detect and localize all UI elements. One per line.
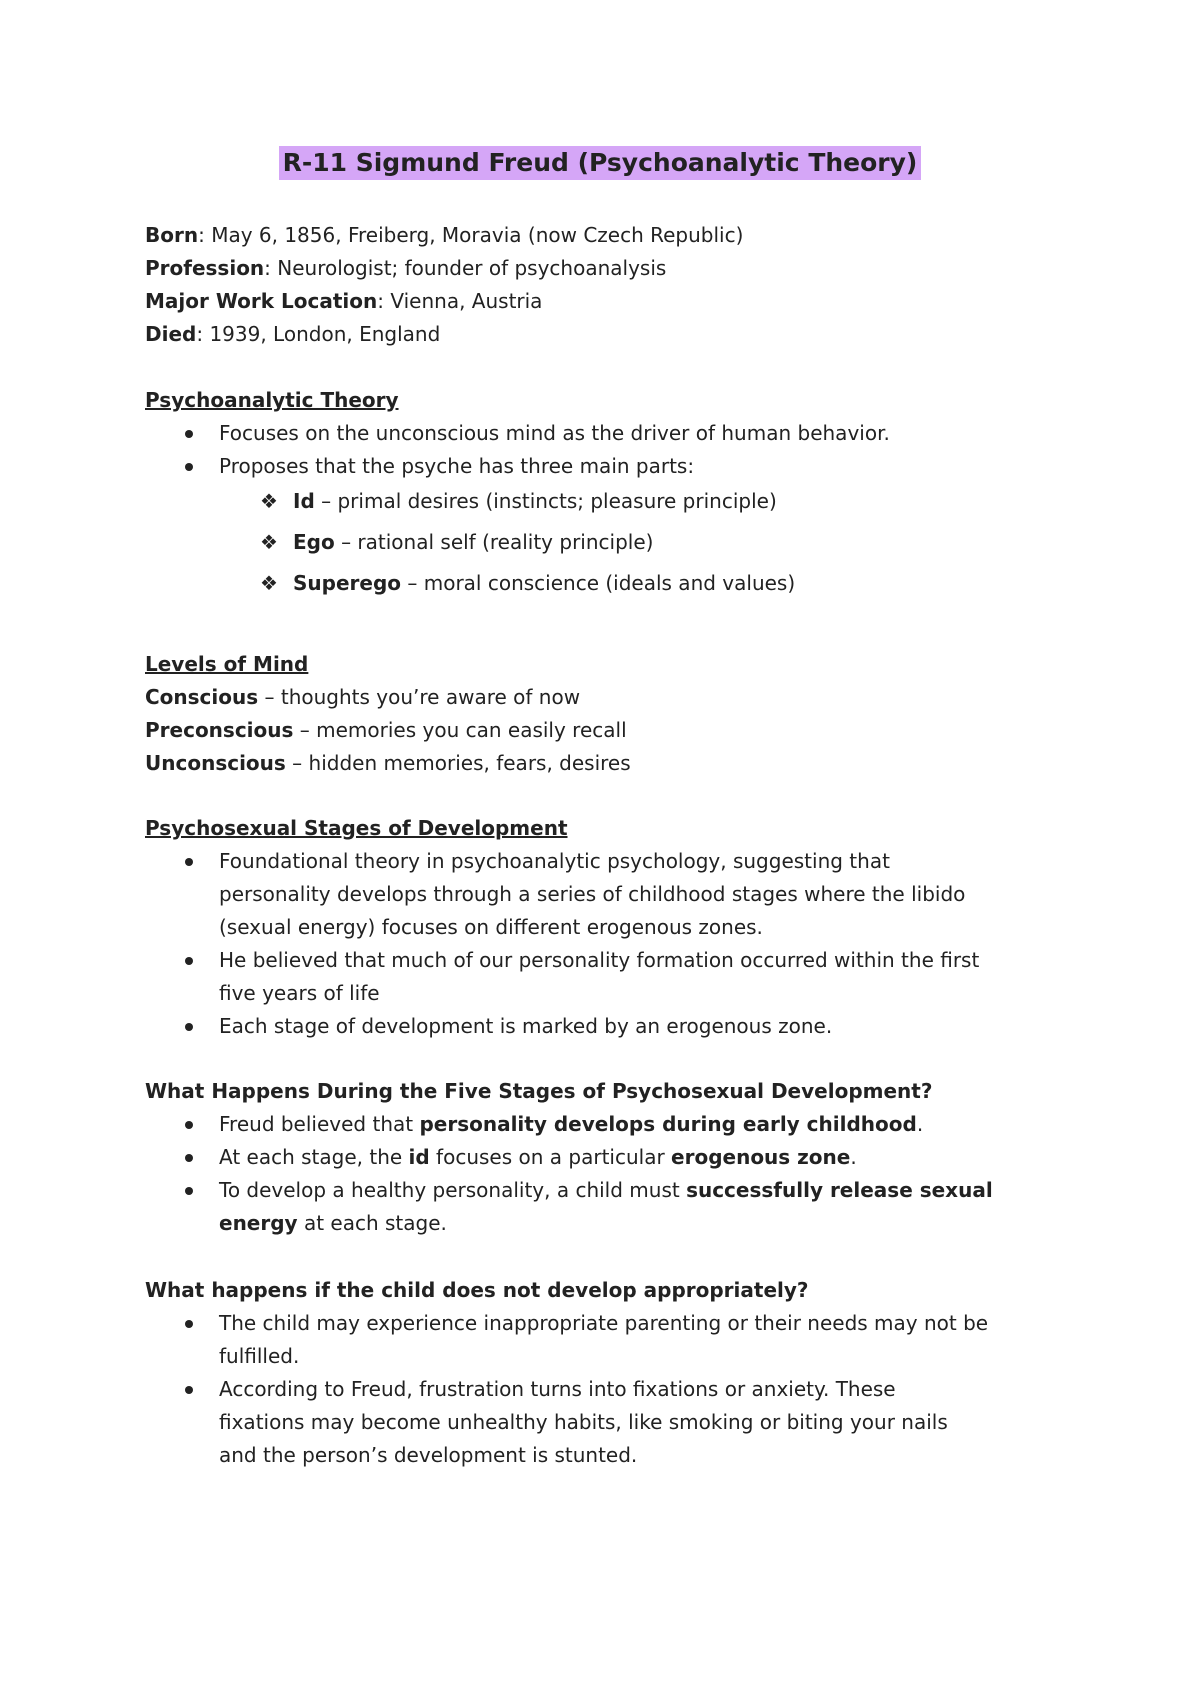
fact-label: Died [145, 322, 197, 346]
emphasis: erogenous zone [671, 1145, 851, 1169]
section-heading: Psychosexual Stages of Development [145, 816, 568, 840]
section-heading: Levels of Mind [145, 652, 309, 676]
emphasis: personality develops during early childhood [419, 1112, 917, 1136]
list-item [145, 1307, 1065, 1373]
fact-born [145, 219, 1065, 252]
fact-value: : Vienna, Austria [377, 289, 543, 313]
list-item: Proposes that the psyche has three main parts: [145, 450, 1065, 483]
text: Freud believed that [219, 1112, 420, 1136]
term: Superego [293, 571, 402, 595]
diamond-icon: ❖ [260, 571, 278, 595]
term: Preconscious [145, 718, 294, 742]
text: To develop a healthy personality, a child must [219, 1178, 687, 1202]
list-item [145, 845, 1065, 944]
text-line: According to Freud, frustration turns into fixations or anxiety. These [219, 1377, 896, 1401]
section-stages [145, 812, 1065, 1043]
diamond-icon: ❖ [260, 489, 278, 513]
bullet-list [145, 417, 1065, 483]
section-not-develop [145, 1274, 1065, 1472]
diamond-icon: ❖ [260, 530, 278, 554]
text-line: Each stage of development is marked by an erogenous zone. [219, 1014, 833, 1038]
section-heading: Psychoanalytic Theory [145, 388, 399, 412]
text-line: (sexual energy) focuses on different erogenous zones. [219, 915, 763, 939]
term: Id [293, 489, 315, 513]
term: Unconscious [145, 751, 286, 775]
fact-label: Born [145, 223, 199, 247]
list-item [145, 485, 1065, 518]
fact-died [145, 318, 1065, 351]
level-item [145, 714, 1065, 747]
section-psychoanalytic [145, 384, 1065, 608]
fact-value: : Neurologist; founder of psychoanalysis [264, 256, 667, 280]
fact-profession [145, 252, 1065, 285]
section-what-happens [145, 1075, 1065, 1240]
section-heading: What happens if the child does not develop appropriately? [145, 1278, 809, 1302]
title-container [0, 146, 1200, 180]
text-line: personality develops through a series of childhood stages where the libido [219, 882, 966, 906]
bullet-list [145, 845, 1065, 1043]
text: at each stage. [297, 1211, 447, 1235]
text: At each stage, the [219, 1145, 409, 1169]
fact-value: : May 6, 1856, Freiberg, Moravia (now Czech Republic) [198, 223, 744, 247]
text: . [850, 1145, 857, 1169]
fact-label: Profession [145, 256, 265, 280]
page-title: R-11 Sigmund Freud (Psychoanalytic Theory) [279, 146, 922, 180]
text-line: Foundational theory in psychoanalytic psychology, suggesting that [219, 849, 890, 873]
fact-location [145, 285, 1065, 318]
section-levels [145, 648, 1065, 780]
text-line: fixations may become unhealthy habits, like smoking or biting your nails [219, 1410, 948, 1434]
text: focuses on a particular [429, 1145, 672, 1169]
text-line [219, 1174, 1065, 1207]
text-line: The child may experience inappropriate parenting or their needs may not be [219, 1311, 989, 1335]
term-desc: – rational self (reality principle) [334, 530, 654, 554]
term-desc: – hidden memories, fears, desires [285, 751, 631, 775]
list-item [145, 1010, 1065, 1043]
term-desc: – moral conscience (ideals and values) [401, 571, 796, 595]
sub-list [145, 485, 1065, 600]
text-line [219, 1207, 1065, 1240]
level-item [145, 681, 1065, 714]
list-item [145, 1141, 1065, 1174]
bio-facts [145, 219, 1065, 351]
bullet-list [145, 1108, 1065, 1240]
section-heading: What Happens During the Five Stages of Psychosexual Development? [145, 1079, 933, 1103]
level-item [145, 747, 1065, 780]
term-desc: – primal desires (instincts; pleasure principle) [314, 489, 777, 513]
emphasis: id [408, 1145, 430, 1169]
term: Ego [293, 530, 335, 554]
term-desc: – thoughts you’re aware of now [258, 685, 581, 709]
list-item [145, 1373, 1065, 1472]
term: Conscious [145, 685, 259, 709]
list-item [145, 1108, 1065, 1141]
fact-value: : 1939, London, England [196, 322, 441, 346]
bullet-list [145, 1307, 1065, 1472]
list-item [145, 526, 1065, 559]
term-desc: – memories you can easily recall [293, 718, 627, 742]
list-item: Focuses on the unconscious mind as the driver of human behavior. [145, 417, 1065, 450]
emphasis: successfully release sexual [686, 1178, 993, 1202]
text-line: fulfilled. [219, 1344, 300, 1368]
list-item [145, 1174, 1065, 1240]
list-item [145, 567, 1065, 600]
emphasis: energy [219, 1211, 298, 1235]
list-item [145, 944, 1065, 1010]
text-line: and the person’s development is stunted. [219, 1443, 638, 1467]
fact-label: Major Work Location [145, 289, 378, 313]
text: . [916, 1112, 924, 1136]
text-line: five years of life [219, 981, 380, 1005]
text-line: He believed that much of our personality formation occurred within the first [219, 948, 980, 972]
